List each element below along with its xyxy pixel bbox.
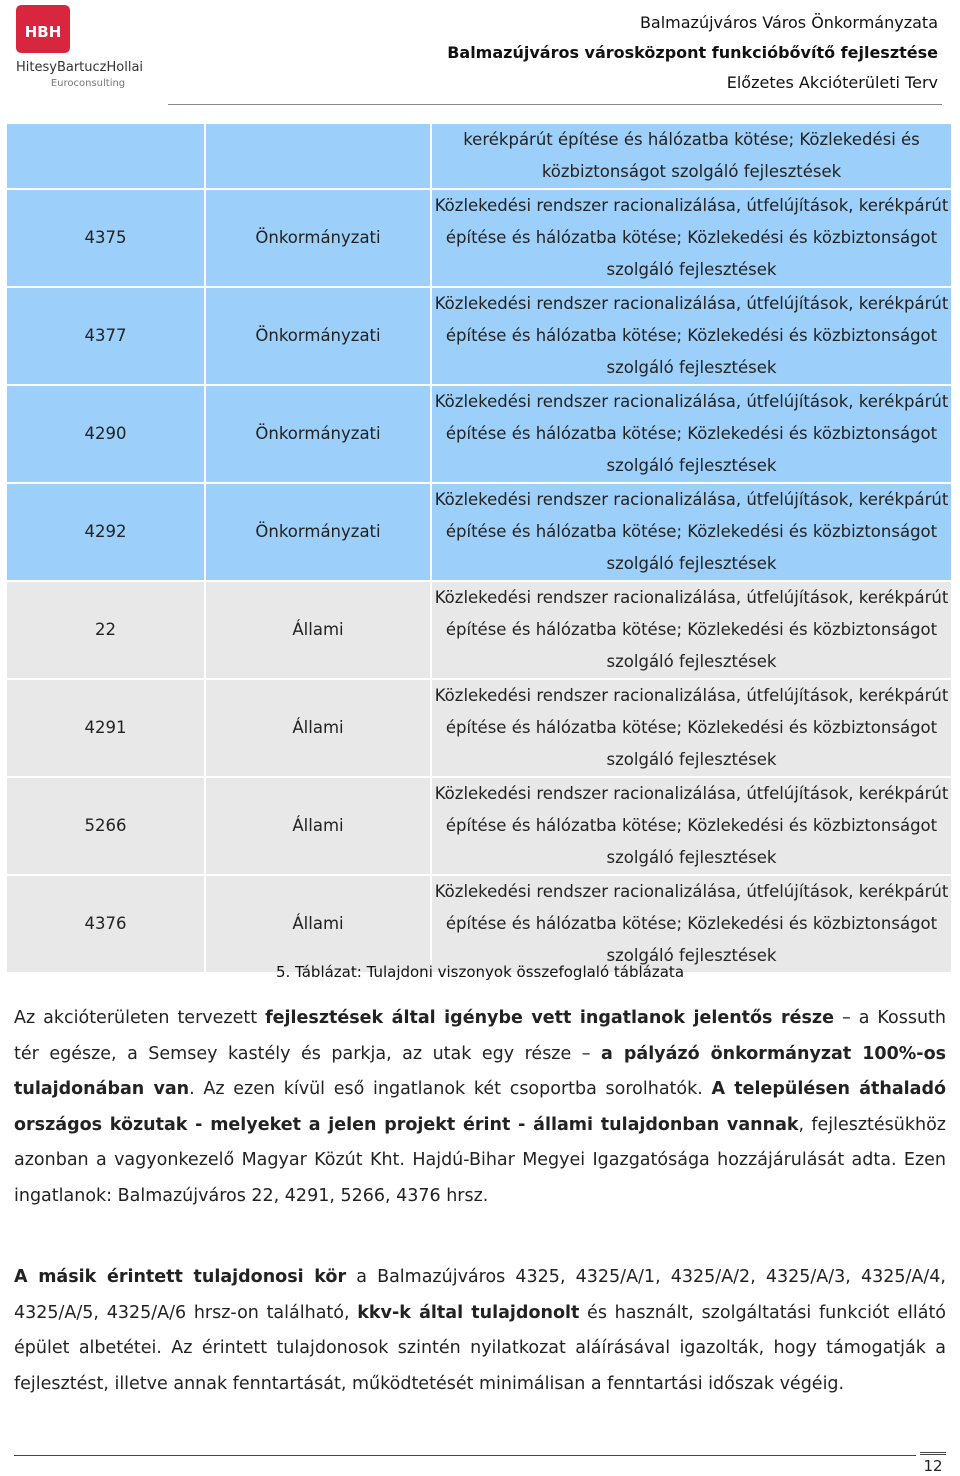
owner-cell: Önkormányzati — [206, 190, 430, 286]
owner-cell: Önkormányzati — [206, 288, 430, 384]
paragraph-1 — [14, 1001, 946, 1214]
development-cell: Közlekedési rendszer racionalizálása, útfelújítások, kerékpárút építése és hálózatba kötése; Közlekedési és közbiztonságot szolgáló fejlesztések — [432, 288, 951, 384]
company-logo — [14, 3, 164, 93]
hrsz-cell: 4377 — [7, 288, 204, 384]
header-divider — [168, 104, 942, 105]
paragraph-1-bold-2: a pályázó önkormányzat 100%-os tulajdonában van — [14, 1043, 947, 1099]
owner-cell: Önkormányzati — [206, 386, 430, 482]
hrsz-cell: 5266 — [7, 778, 204, 874]
hrsz-cell: 4376 — [7, 876, 204, 972]
paragraph-1-text-3: . Az ezen kívül eső ingatlanok két csoportba sorolhatók. — [189, 1079, 712, 1099]
paragraph-1-bold-3: A településen áthaladó országos közutak - melyeket a jelen projekt érint - állami tulajdonban vannak — [14, 1079, 946, 1135]
owner-cell: Állami — [206, 876, 430, 972]
hrsz-cell: 4292 — [7, 484, 204, 580]
table-row — [7, 876, 951, 972]
development-cell: Közlekedési rendszer racionalizálása, útfelújítások, kerékpárút építése és hálózatba kötése; Közlekedési és közbiztonságot szolgáló fejlesztések — [432, 582, 951, 678]
owner-cell: Állami — [206, 680, 430, 776]
hrsz-cell: 4375 — [7, 190, 204, 286]
development-cell: kerékpárút építése és hálózatba kötése; Közlekedési és közbiztonságot szolgáló fejlesztések — [432, 124, 951, 188]
owner-cell: Önkormányzati — [206, 484, 430, 580]
table-row — [7, 680, 951, 776]
paragraph-2 — [14, 1260, 946, 1402]
logo-abbr: HBH — [24, 23, 62, 41]
development-cell: Közlekedési rendszer racionalizálása, útfelújítások, kerékpárút építése és hálózatba kötése; Közlekedési és közbiztonságot szolgáló fejlesztések — [432, 190, 951, 286]
development-cell: Közlekedési rendszer racionalizálása, útfelújítások, kerékpárút építése és hálózatba kötése; Közlekedési és közbiztonságot szolgáló fejlesztések — [432, 484, 951, 580]
development-cell: Közlekedési rendszer racionalizálása, útfelújítások, kerékpárút építése és hálózatba kötése; Közlekedési és közbiztonságot szolgáló fejlesztések — [432, 680, 951, 776]
page-number: 12 — [920, 1452, 946, 1475]
owner-cell — [206, 124, 430, 188]
table-row — [7, 288, 951, 384]
table-row — [7, 190, 951, 286]
logo-name: HitesyBartuczHollai — [16, 60, 144, 75]
header-project: Balmazújváros városközpont funkcióbővítő fejlesztése — [447, 43, 938, 62]
header-org: Balmazújváros Város Önkormányzata — [639, 13, 938, 32]
hrsz-cell: 4291 — [7, 680, 204, 776]
hrsz-cell: 22 — [7, 582, 204, 678]
paragraph-1-text-1: Az akcióterületen tervezett — [14, 1008, 266, 1028]
page-header — [447, 8, 938, 98]
footer-divider — [14, 1455, 916, 1456]
hrsz-cell: 4290 — [7, 386, 204, 482]
development-cell: Közlekedési rendszer racionalizálása, útfelújítások, kerékpárút építése és hálózatba kötése; Közlekedési és közbiztonságot szolgáló fejlesztések — [432, 778, 951, 874]
table-row — [7, 778, 951, 874]
paragraph-2-bold-1: A másik érintett tulajdonosi kör — [14, 1267, 347, 1287]
development-cell: Közlekedési rendszer racionalizálása, útfelújítások, kerékpárút építése és hálózatba kötése; Közlekedési és közbiztonságot szolgáló fejlesztések — [432, 386, 951, 482]
owner-cell: Állami — [206, 582, 430, 678]
paragraph-2-text-1: a Balmazújváros 4325, 4325/A/1, 4325/A/2, 4325/A/3, 4325/A/4, 4325/A/5, 4325/A/6 hrsz-on található, — [14, 1267, 946, 1323]
owner-cell: Állami — [206, 778, 430, 874]
table-row — [7, 386, 951, 482]
paragraph-1-text-2: – a Kossuth tér egésze, a Semsey kastély és parkja, az utak egy része – — [14, 1008, 946, 1064]
paragraph-2-text-2: és használt, szolgáltatási funkciót ellátó épület albetétei. Az érintett tulajdonosok szintén nyilatkozat aláírásával igazolták, hogy támogatják a fejlesztést, illetve annak fenntartását, működtetését minimálisan a fenntartási időszak végéig. — [14, 1302, 947, 1394]
paragraph-1-bold-1: fejlesztések által igénybe vett ingatlanok jelentős része — [265, 1008, 834, 1028]
paragraph-2-bold-2: kkv-k által tulajdonolt — [357, 1302, 580, 1323]
hrsz-cell — [7, 124, 204, 188]
header-doc: Előzetes Akcióterületi Terv — [726, 73, 938, 92]
development-cell: Közlekedési rendszer racionalizálása, útfelújítások, kerékpárút építése és hálózatba kötése; Közlekedési és közbiztonságot szolgáló fejlesztések — [432, 876, 951, 972]
paragraph-1-text-4: , fejlesztésükhöz azonban a vagyonkezelő Magyar Közút Kht. Hajdú-Bihar Megyei Igazgatósága hozzájárulását adta. Ezen ingatlanok: Balmazújváros 22, 4291, 5266, 4376 hrsz. — [14, 1114, 946, 1206]
ownership-table — [5, 122, 953, 974]
table-row — [7, 124, 951, 188]
table-caption: 5. Táblázat: Tulajdoni viszonyok összefoglaló táblázata — [275, 963, 685, 981]
table-row — [7, 582, 951, 678]
logo-sub: Euroconsulting — [50, 78, 126, 89]
table-row — [7, 484, 951, 580]
